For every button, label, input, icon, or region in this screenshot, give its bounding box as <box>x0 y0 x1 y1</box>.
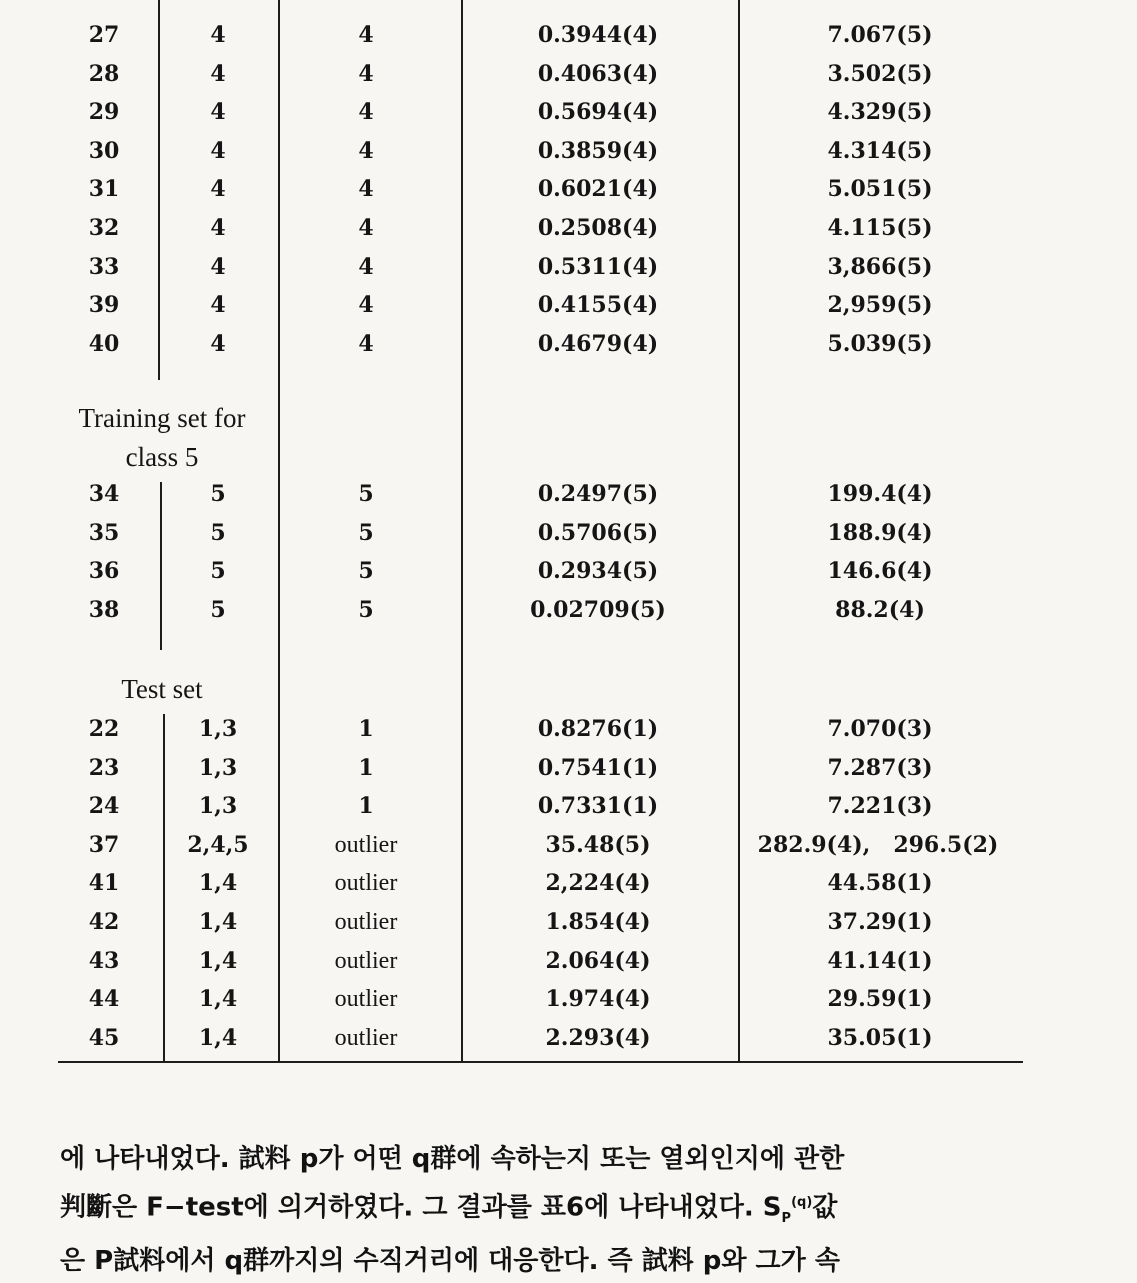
true-class-cell: 5 <box>210 558 226 585</box>
nearest-distance-cell: 2,224(4) <box>545 870 651 897</box>
true-class-cell: 4 <box>210 137 226 164</box>
nearest-distance-cell: 0.2934(5) <box>537 558 659 585</box>
true-class-cell: 4 <box>210 176 226 203</box>
nearest-distance-cell: 0.02709(5) <box>530 596 666 623</box>
second-distance-cell: 3.502(5) <box>827 60 933 87</box>
true-class-cell: 1,4 <box>198 986 238 1013</box>
second-distance-cell: 29.59(1) <box>827 986 933 1013</box>
sample-number-cell: 24 <box>88 793 120 820</box>
true-class-cell: 4 <box>210 99 226 126</box>
second-distance-cell: 7.067(5) <box>827 22 933 48</box>
nearest-distance-cell: 0.5311(4) <box>537 253 659 280</box>
nearest-distance-cell: 1.974(4) <box>545 986 651 1013</box>
paragraph-text: 判斷은 F−test에 의거하였다. 그 결과를 표6에 나타내었다. S <box>60 1192 782 1223</box>
sample-number-cell: 31 <box>88 176 120 203</box>
nearest-distance-cell: 0.3859(4) <box>537 137 659 164</box>
assigned-class-cell: outlier <box>334 986 398 1013</box>
second-distance-cell: 4.115(5) <box>827 215 933 241</box>
assigned-class-cell: outlier <box>334 909 398 935</box>
assigned-class-cell: 4 <box>358 60 374 87</box>
assigned-class-cell: 4 <box>358 99 374 126</box>
sample-number-cell: 37 <box>88 831 120 858</box>
paragraph-line: 은 P試料에서 q群까지의 수직거리에 대응한다. 즉 試料 p와 그가 속 <box>60 1245 840 1276</box>
column-divider-1 <box>163 714 165 1062</box>
second-distance-cell: 35.05(1) <box>827 1024 933 1051</box>
true-class-cell: 1,3 <box>198 793 238 820</box>
true-class-cell: 5 <box>210 596 226 623</box>
column-divider-3 <box>461 0 463 1062</box>
nearest-distance-cell: 0.7331(1) <box>537 793 659 820</box>
second-distance-cell: 7.070(3) <box>827 716 933 742</box>
nearest-distance-cell: 0.6021(4) <box>537 176 659 203</box>
column-divider-2 <box>278 0 280 1062</box>
assigned-class-cell: 1 <box>358 793 374 820</box>
assigned-class-cell: 5 <box>358 558 374 585</box>
second-distance-cell: 5.051(5) <box>827 176 933 203</box>
sample-number-cell: 38 <box>88 596 120 623</box>
nearest-distance-cell: 0.2497(5) <box>537 481 659 507</box>
true-class-cell: 1,3 <box>198 716 238 742</box>
sample-number-cell: 43 <box>88 947 120 974</box>
true-class-cell: 4 <box>210 292 226 319</box>
true-class-cell: 1,4 <box>198 909 238 935</box>
sample-number-cell: 29 <box>88 99 120 126</box>
sample-number-cell: 22 <box>88 716 120 742</box>
true-class-cell: 1,4 <box>198 1024 238 1051</box>
column-divider-1 <box>158 0 160 380</box>
sample-number-cell: 33 <box>88 253 120 280</box>
nearest-distance-cell: 2.064(4) <box>545 947 651 974</box>
second-distance-cell: 41.14(1) <box>827 947 933 974</box>
sample-number-cell: 23 <box>88 754 120 781</box>
superscript: (q) <box>791 1195 813 1210</box>
nearest-distance-cell: 0.4155(4) <box>537 292 659 319</box>
true-class-cell: 4 <box>210 60 226 87</box>
subscript: P <box>781 1210 792 1226</box>
assigned-class-cell: 4 <box>358 22 374 48</box>
second-distance-cell: 88.2(4) <box>835 596 925 623</box>
nearest-distance-cell: 0.2508(4) <box>537 215 659 241</box>
sample-number-cell: 27 <box>88 22 120 48</box>
nearest-distance-cell: 1.854(4) <box>545 909 651 935</box>
true-class-cell: 4 <box>210 215 226 241</box>
second-distance-cell: 199.4(4) <box>827 481 933 507</box>
sample-number-cell: 28 <box>88 60 120 87</box>
body-paragraph <box>60 1138 1030 1283</box>
second-distance-cell: 2,959(5) <box>827 292 933 319</box>
sample-number-cell: 45 <box>88 1024 120 1051</box>
second-distance-cell: 5.039(5) <box>827 330 933 357</box>
column-divider-4 <box>738 0 740 1062</box>
assigned-class-cell: 1 <box>358 754 374 781</box>
sample-number-cell: 41 <box>88 870 120 897</box>
sample-number-cell: 39 <box>88 292 120 319</box>
true-class-cell: 4 <box>210 253 226 280</box>
nearest-distance-cell: 0.4063(4) <box>537 60 659 87</box>
nearest-distance-cell: 0.5694(4) <box>537 99 659 126</box>
true-class-cell: 2,4,5 <box>187 831 249 858</box>
true-class-cell: 1,4 <box>198 947 238 974</box>
true-class-cell: 1,4 <box>198 870 238 897</box>
second-distance-cell: 188.9(4) <box>827 519 933 546</box>
second-distance-cell: 44.58(1) <box>827 870 933 897</box>
sample-number-cell: 30 <box>88 137 120 164</box>
table-bottom-rule <box>58 1061 1023 1063</box>
second-distance-cell: 4.314(5) <box>827 137 933 164</box>
assigned-class-cell: outlier <box>334 831 398 858</box>
nearest-distance-cell: 2.293(4) <box>545 1024 651 1051</box>
assigned-class-cell: outlier <box>334 870 398 897</box>
paragraph-text: 값 <box>812 1192 838 1223</box>
nearest-distance-cell: 0.4679(4) <box>537 330 659 357</box>
nearest-distance-cell: 35.48(5) <box>545 831 651 858</box>
second-distance-cell: 282.9(4), 296.5(2) <box>757 831 999 858</box>
nearest-distance-cell: 0.3944(4) <box>537 22 659 48</box>
sample-number-cell: 32 <box>88 215 120 241</box>
second-distance-cell: 3,866(5) <box>827 253 933 280</box>
assigned-class-cell: 5 <box>358 481 374 507</box>
sample-number-cell: 34 <box>88 481 120 507</box>
true-class-cell: 5 <box>210 519 226 546</box>
assigned-class-cell: 5 <box>358 519 374 546</box>
true-class-cell: 4 <box>210 22 226 48</box>
section-heading: Training set for <box>78 403 246 433</box>
sample-number-cell: 36 <box>88 558 120 585</box>
assigned-class-cell: 1 <box>358 716 374 742</box>
assigned-class-cell: 4 <box>358 292 374 319</box>
second-distance-cell: 37.29(1) <box>827 909 933 935</box>
assigned-class-cell: 4 <box>358 330 374 357</box>
assigned-class-cell: outlier <box>334 947 398 974</box>
assigned-class-cell: 4 <box>358 137 374 164</box>
section-heading: class 5 <box>125 442 199 472</box>
second-distance-cell: 4.329(5) <box>827 99 933 126</box>
true-class-cell: 5 <box>210 481 226 507</box>
assigned-class-cell: 4 <box>358 253 374 280</box>
nearest-distance-cell: 0.8276(1) <box>537 716 659 742</box>
true-class-cell: 1,3 <box>198 754 238 781</box>
section-heading: Test set <box>121 674 203 704</box>
nearest-distance-cell: 0.7541(1) <box>537 754 659 781</box>
assigned-class-cell: outlier <box>334 1024 398 1051</box>
assigned-class-cell: 5 <box>358 596 374 623</box>
second-distance-cell: 7.287(3) <box>827 754 933 781</box>
sample-number-cell: 40 <box>88 330 120 357</box>
second-distance-cell: 146.6(4) <box>827 558 933 585</box>
sample-number-cell: 35 <box>88 519 120 546</box>
assigned-class-cell: 4 <box>358 176 374 203</box>
column-divider-1 <box>160 482 162 650</box>
sample-number-cell: 44 <box>88 986 120 1013</box>
sample-number-cell: 42 <box>88 909 120 935</box>
true-class-cell: 4 <box>210 330 226 357</box>
assigned-class-cell: 4 <box>358 215 374 241</box>
second-distance-cell: 7.221(3) <box>827 793 933 820</box>
nearest-distance-cell: 0.5706(5) <box>537 519 659 546</box>
paragraph-line <box>60 1181 1030 1240</box>
paragraph-line: 에 나타내었다. 試料 p가 어떤 q群에 속하는지 또는 열외인지에 관한 <box>60 1144 845 1174</box>
